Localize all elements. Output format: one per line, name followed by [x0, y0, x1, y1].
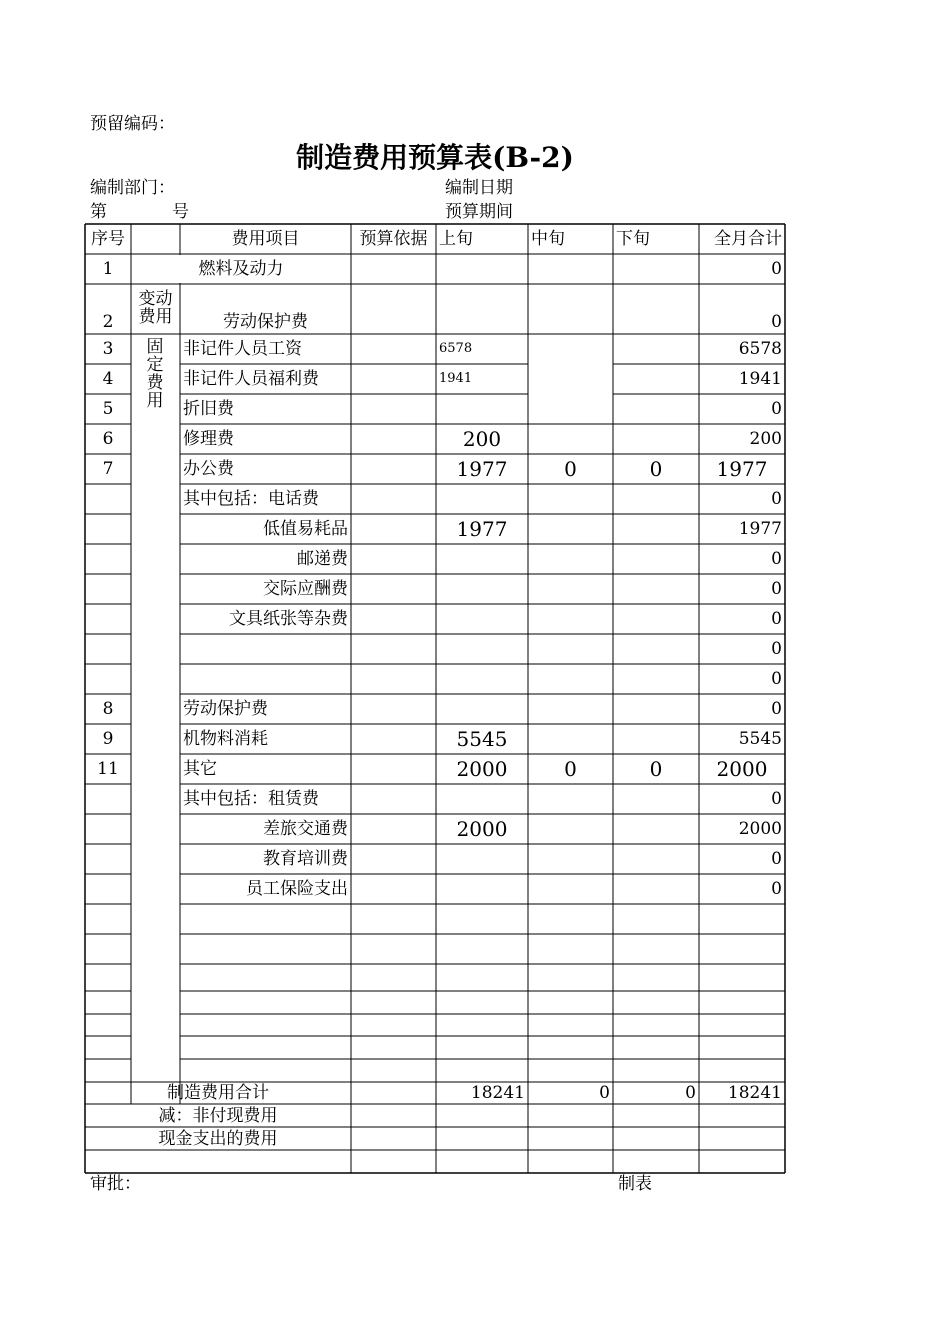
- row-total: 0: [771, 549, 782, 569]
- row-middle: [528, 254, 613, 284]
- row-seq: [85, 814, 131, 844]
- page-title: 制造费用预算表(B-2): [296, 141, 574, 174]
- row-item: [180, 634, 351, 664]
- row-last: [613, 874, 699, 904]
- row-first: [436, 284, 528, 334]
- row-first: [436, 844, 528, 874]
- row-total: 1941: [738, 369, 782, 389]
- row-total: 2000: [716, 757, 768, 781]
- row-last: [613, 284, 699, 334]
- row-last: [613, 484, 699, 514]
- row-first: [436, 634, 528, 664]
- row-seq: 11: [97, 759, 119, 779]
- row-total: 0: [771, 639, 782, 659]
- row-last: [613, 844, 699, 874]
- row-middle: 0: [564, 757, 577, 781]
- row-item: 其它: [183, 759, 217, 779]
- row-seq: 5: [102, 399, 114, 419]
- dept-label: 编制部门：: [90, 178, 175, 198]
- summary-cash-label: 现金支出的费用: [158, 1129, 278, 1149]
- row-item: 邮递费: [297, 549, 348, 569]
- row-item: 燃料及动力: [198, 259, 284, 279]
- row-last: [613, 544, 699, 574]
- row-total: 0: [771, 879, 782, 899]
- row-first: 5545: [456, 727, 508, 751]
- reserved-code-label: 预留编码：: [90, 114, 175, 134]
- row-first: [436, 784, 528, 814]
- row-total: 6578: [738, 339, 782, 359]
- row-first: 1977: [456, 517, 508, 541]
- row-last: [613, 254, 699, 284]
- period-label: 预算期间: [445, 202, 513, 222]
- row-item: 劳动保护费: [223, 312, 308, 332]
- summary-total-last: 0: [685, 1083, 696, 1103]
- row-item: 折旧费: [183, 399, 234, 419]
- row-first: [436, 664, 528, 694]
- row-item: 其中包括：租赁费: [183, 789, 319, 809]
- prepared-label: 制表: [618, 1174, 652, 1194]
- row-last: [613, 424, 699, 454]
- row-first: 1977: [456, 457, 508, 481]
- row-seq: 3: [102, 339, 114, 359]
- row-total: 0: [771, 312, 782, 332]
- row-total: 0: [771, 489, 782, 509]
- row-middle: [528, 364, 613, 394]
- row-item: 非记件人员福利费: [183, 369, 319, 389]
- row-total: 0: [771, 579, 782, 599]
- summary-total-middle: 0: [599, 1083, 610, 1103]
- row-first: [436, 604, 528, 634]
- row-total: 0: [771, 699, 782, 719]
- row-total: 1977: [716, 457, 768, 481]
- row-last: 0: [649, 757, 663, 781]
- row-seq: [85, 544, 131, 574]
- row-item: 低值易耗品: [263, 519, 348, 539]
- row-seq: 8: [102, 699, 114, 719]
- row-seq: 2: [102, 312, 114, 332]
- row-last: [613, 634, 699, 664]
- row-item: 非记件人员工资: [183, 339, 302, 359]
- row-first: [436, 394, 528, 424]
- row-last: [613, 574, 699, 604]
- row-first: 2000: [456, 757, 508, 781]
- row-seq: 6: [102, 429, 114, 449]
- row-first: [436, 874, 528, 904]
- row-item: 其中包括：电话费: [183, 489, 319, 509]
- row-middle: [528, 814, 613, 844]
- header-seq: 序号: [91, 229, 125, 249]
- row-item: 办公费: [183, 459, 234, 479]
- row-item: 交际应酬费: [263, 579, 348, 599]
- summary-total-label: 制造费用合计: [167, 1083, 269, 1103]
- row-item: 机物料消耗: [183, 729, 268, 749]
- row-first: [436, 574, 528, 604]
- row-last: [613, 694, 699, 724]
- row-seq: 1: [102, 259, 114, 279]
- row-total: 2000: [738, 819, 782, 839]
- budget-table: [85, 224, 785, 1173]
- row-middle: [528, 574, 613, 604]
- row-last: [613, 514, 699, 544]
- row-total: 200: [749, 429, 782, 449]
- row-last: [613, 664, 699, 694]
- header-total: 全月合计: [714, 229, 782, 249]
- date-label: 编制日期: [445, 178, 513, 198]
- row-total: 0: [771, 259, 782, 279]
- row-first: [436, 254, 528, 284]
- row-middle: [528, 844, 613, 874]
- header-first: 上旬: [439, 229, 473, 249]
- header-item: 费用项目: [231, 229, 300, 249]
- approve-label: 审批：: [90, 1174, 141, 1194]
- group-fixed-label: 固定费用: [146, 337, 164, 411]
- row-total: 0: [771, 789, 782, 809]
- row-item: 差旅交通费: [263, 819, 348, 839]
- row-middle: [528, 634, 613, 664]
- page-suffix: 号: [172, 202, 189, 222]
- row-last: [613, 784, 699, 814]
- row-last: [613, 814, 699, 844]
- row-seq: [85, 634, 131, 664]
- row-middle: [528, 664, 613, 694]
- row-last: [613, 334, 699, 364]
- header-last: 下旬: [616, 229, 650, 249]
- row-middle: [528, 394, 613, 424]
- row-middle: [528, 284, 613, 334]
- row-last: 0: [649, 457, 663, 481]
- row-middle: [528, 724, 613, 754]
- summary-total-first: 18241: [470, 1083, 525, 1103]
- row-total: 0: [771, 849, 782, 869]
- row-total: 5545: [738, 729, 782, 749]
- row-last: [613, 394, 699, 424]
- row-first: 200: [462, 427, 502, 451]
- row-seq: [85, 514, 131, 544]
- row-first: 1941: [439, 371, 473, 386]
- row-item: 文具纸张等杂费: [229, 609, 348, 629]
- row-first: [436, 694, 528, 724]
- row-seq: 4: [102, 369, 114, 389]
- row-first: [436, 544, 528, 574]
- row-seq: [85, 664, 131, 694]
- row-seq: 9: [102, 729, 114, 749]
- row-total: 0: [771, 669, 782, 689]
- row-item: 员工保险支出: [246, 879, 348, 899]
- row-total: 1977: [738, 519, 782, 539]
- row-seq: [85, 784, 131, 814]
- header-basis: 预算依据: [359, 229, 428, 249]
- row-total: 0: [771, 399, 782, 419]
- row-seq: [85, 604, 131, 634]
- group-variable-label: 变动费用: [138, 289, 173, 327]
- row-last: [613, 724, 699, 754]
- row-item: 教育培训费: [263, 849, 348, 869]
- row-seq: [85, 844, 131, 874]
- row-item: 修理费: [183, 429, 234, 449]
- row-middle: [528, 874, 613, 904]
- row-middle: [528, 604, 613, 634]
- row-first: 6578: [439, 341, 473, 356]
- row-middle: [528, 784, 613, 814]
- row-seq: [85, 484, 131, 514]
- row-first: 2000: [456, 817, 508, 841]
- row-seq: 7: [102, 459, 114, 479]
- row-seq: [85, 874, 131, 904]
- header-middle: 中旬: [531, 229, 565, 249]
- summary-total-month: 18241: [727, 1083, 782, 1103]
- row-item: 劳动保护费: [183, 699, 268, 719]
- row-last: [613, 364, 699, 394]
- row-item: [180, 664, 351, 694]
- row-middle: [528, 334, 613, 364]
- row-total: 0: [771, 609, 782, 629]
- row-middle: [528, 514, 613, 544]
- row-middle: [528, 544, 613, 574]
- row-middle: [528, 694, 613, 724]
- page-label: 第: [90, 202, 107, 222]
- row-seq: [85, 574, 131, 604]
- row-middle: 0: [564, 457, 577, 481]
- row-middle: [528, 484, 613, 514]
- row-first: [436, 484, 528, 514]
- summary-noncash-label: 减：非付现费用: [158, 1106, 278, 1126]
- row-last: [613, 604, 699, 634]
- row-middle: [528, 424, 613, 454]
